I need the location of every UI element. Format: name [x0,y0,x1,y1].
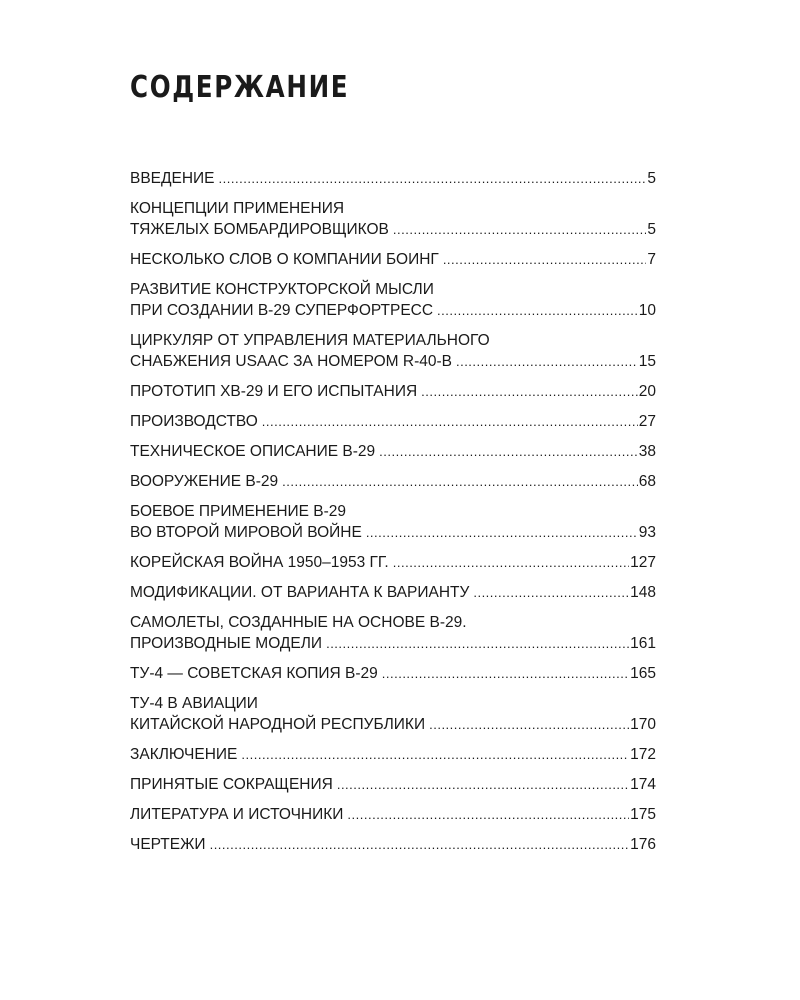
toc-page-number: 172 [630,746,656,763]
toc-entry-title-line: СНАБЖЕНИЯ USAAC ЗА НОМЕРОМ R-40-B [130,353,452,370]
toc-entry[interactable] [130,552,656,573]
toc-page-number: 27 [638,413,656,430]
toc-page-number: 161 [630,635,656,652]
toc-entry-title-line: ЦИРКУЛЯР ОТ УПРАВЛЕНИЯ МАТЕРИАЛЬНОГО [130,332,490,349]
toc-entry-title-line: ВО ВТОРОЙ МИРОВОЙ ВОЙНЕ [130,524,362,541]
toc-page-number: 7 [647,251,656,268]
toc-page-number: 5 [647,170,656,187]
dot-leader [241,744,629,765]
toc-page-number: 176 [630,836,656,853]
toc-entry-row [130,300,656,321]
toc-entry-title-line: НЕСКОЛЬКО СЛОВ О КОМПАНИИ БОИНГ [130,251,439,268]
toc-entry-row [130,804,656,825]
toc-entry-title-line: ТЕХНИЧЕСКОЕ ОПИСАНИЕ B-29 [130,443,376,460]
toc-entry-title-line: МОДИФИКАЦИИ. ОТ ВАРИАНТА К ВАРИАНТУ [130,584,470,601]
dot-leader [326,633,629,654]
toc-entry-title-line: КИТАЙСКОЙ НАРОДНОЙ РЕСПУБЛИКИ [130,716,426,733]
toc-entry[interactable] [130,834,656,855]
toc-entry[interactable] [130,693,656,735]
dot-leader [337,774,629,795]
toc-entry-title-line: ЧЕРТЕЖИ [130,836,206,853]
toc-entry-title-line: ЛИТЕРАТУРА И ИСТОЧНИКИ [130,806,344,823]
toc-entry-row [130,663,656,684]
dot-leader [347,804,629,825]
toc-entry[interactable] [130,198,656,240]
toc-entry-row [130,552,656,573]
toc-entry[interactable] [130,744,656,765]
dot-leader [393,552,629,573]
dot-leader [456,351,638,372]
toc-entry-row [130,381,656,402]
dot-leader [379,441,638,462]
dot-leader [473,582,629,603]
toc-entry-row [130,744,656,765]
toc-page-number: 10 [638,302,656,319]
toc-entry[interactable] [130,168,656,189]
dot-leader [282,471,638,492]
toc-entry[interactable] [130,411,656,432]
toc-entry-title-line: ЗАКЛЮЧЕНИЕ [130,746,238,763]
toc-entry-row [130,441,656,462]
toc-entry-row [130,522,656,543]
toc-entry-title-line: КОНЦЕПЦИИ ПРИМЕНЕНИЯ [130,200,345,217]
toc-entry-row [130,219,656,240]
toc-entry[interactable] [130,471,656,492]
toc-entry-title-line: ПРИ СОЗДАНИИ B-29 СУПЕРФОРТРЕСС [130,302,434,319]
dot-leader [366,522,638,543]
toc-page-number: 174 [630,776,656,793]
toc-entry-title-line: ТЯЖЕЛЫХ БОМБАРДИРОВЩИКОВ [130,221,389,238]
toc-entry-row [130,714,656,735]
dot-leader [210,834,630,855]
dot-leader [421,381,638,402]
toc-entry-title-line: РАЗВИТИЕ КОНСТРУКТОРСКОЙ МЫСЛИ [130,281,434,298]
toc-entry[interactable] [130,279,656,321]
toc-page-number: 20 [638,383,656,400]
page-title: СОДЕРЖАНИЕ [130,70,350,105]
toc-entry-title-line: ПРОИЗВОДНЫЕ МОДЕЛИ [130,635,323,652]
toc-entry-row [130,774,656,795]
toc-entry-row [130,834,656,855]
toc-page-number: 15 [638,353,656,370]
toc-entry-row [130,249,656,270]
toc-entry-title-line: ВООРУЖЕНИЕ B-29 [130,473,279,490]
toc-entry-row [130,351,656,372]
toc-entry[interactable] [130,774,656,795]
toc-entry-row [130,633,656,654]
toc-entry-title-line: САМОЛЕТЫ, СОЗДАННЫЕ НА ОСНОВЕ B-29. [130,614,467,631]
toc-page-number: 38 [638,443,656,460]
dot-leader [262,411,638,432]
toc-page-number: 5 [647,221,656,238]
dot-leader [437,300,638,321]
toc-entry-title-line: БОЕВОЕ ПРИМЕНЕНИЕ B-29 [130,503,347,520]
toc-entry[interactable] [130,381,656,402]
dot-leader [393,219,646,240]
toc-page-number: 148 [630,584,656,601]
toc-entry-title-line: ПРОИЗВОДСТВО [130,413,258,430]
toc-entry[interactable] [130,330,656,372]
toc-entry[interactable] [130,804,656,825]
toc-entry-row [130,471,656,492]
dot-leader [382,663,629,684]
toc-page-number: 165 [630,665,656,682]
toc-entry-title-line: ВВЕДЕНИЕ [130,170,215,187]
toc-entry[interactable] [130,582,656,603]
toc-entry-title-line: ПРИНЯТЫЕ СОКРАЩЕНИЯ [130,776,333,793]
toc-entry[interactable] [130,249,656,270]
dot-leader [429,714,629,735]
toc-page-number: 93 [638,524,656,541]
toc-entry[interactable] [130,441,656,462]
dot-leader [219,168,647,189]
toc-entry-title-line: КОРЕЙСКАЯ ВОЙНА 1950–1953 ГГ. [130,554,389,571]
toc-entry-title-line: ПРОТОТИП XB-29 И ЕГО ИСПЫТАНИЯ [130,383,418,400]
toc-entry[interactable] [130,501,656,543]
toc-entry[interactable] [130,612,656,654]
toc-entry-row [130,168,656,189]
table-of-contents [130,168,656,864]
toc-entry-title-line: ТУ-4 — СОВЕТСКАЯ КОПИЯ B-29 [130,665,378,682]
toc-entry[interactable] [130,663,656,684]
toc-entry-row [130,582,656,603]
toc-entry-row [130,411,656,432]
toc-page-number: 175 [630,806,656,823]
toc-page-number: 127 [630,554,656,571]
toc-page-number: 170 [630,716,656,733]
toc-page-number: 68 [638,473,656,490]
toc-entry-title-line: ТУ-4 В АВИАЦИИ [130,695,258,712]
dot-leader [443,249,647,270]
